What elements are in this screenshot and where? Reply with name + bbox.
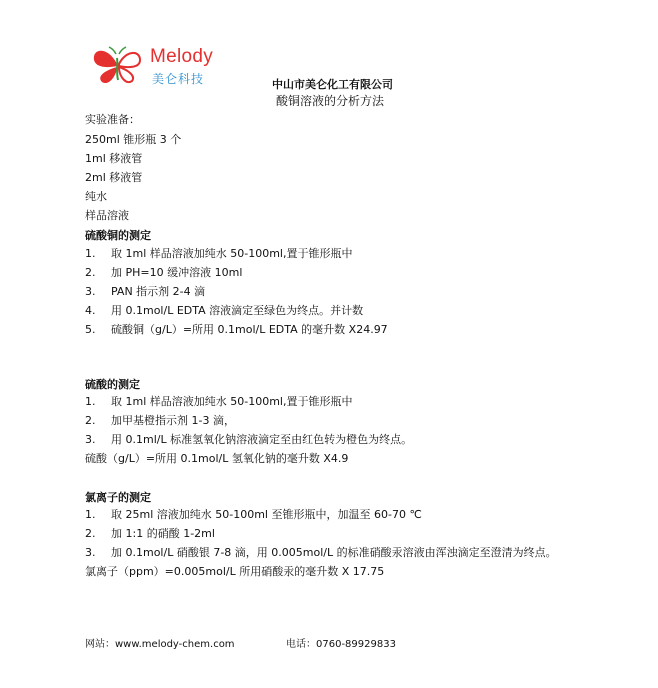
step-text: 加 PH=10 缓冲溶液 10ml [111, 266, 243, 279]
acid-formula: 硫酸（g/L）=所用 0.1mol/L 氢氧化钠的毫升数 X4.9 [85, 452, 349, 465]
acid-section-heading: 硫酸的测定 [85, 378, 140, 391]
step-text: 加 1:1 的硝酸 1-2ml [111, 527, 215, 540]
step-number: 2. [85, 527, 96, 540]
step-text: 取 1ml 样品溶液加纯水 50-100ml,置于锥形瓶中 [111, 395, 353, 408]
chloride-step [85, 508, 422, 522]
prep-item: 纯水 [85, 190, 107, 203]
step-number: 3. [85, 433, 96, 446]
step-number: 1. [85, 247, 96, 260]
copper-step [85, 247, 353, 261]
step-number: 2. [85, 266, 96, 279]
copper-step [85, 285, 205, 299]
copper-step [85, 304, 363, 318]
chloride-section-heading: 氯离子的测定 [85, 491, 151, 504]
acid-step [85, 433, 412, 447]
logo-wordmark: Melody [150, 46, 214, 67]
step-text: 硫酸铜（g/L）=所用 0.1mol/L EDTA 的毫升数 X24.97 [111, 323, 388, 336]
butterfly-icon [90, 44, 146, 86]
step-number: 1. [85, 395, 96, 408]
step-number: 1. [85, 508, 96, 521]
step-number: 2. [85, 414, 96, 427]
prep-heading: 实验准备： [85, 113, 140, 126]
copper-step [85, 266, 242, 280]
prep-item: 250ml 锥形瓶 3 个 [85, 133, 182, 146]
copper-section-heading: 硫酸铜的测定 [85, 229, 151, 242]
step-text: 取 25ml 溶液加纯水 50-100ml 至锥形瓶中，加温至 60-70 ℃ [111, 508, 422, 521]
step-number: 5. [85, 323, 96, 336]
step-number: 4. [85, 304, 96, 317]
step-text: 取 1ml 样品溶液加纯水 50-100ml,置于锥形瓶中 [111, 247, 353, 260]
prep-item: 样品溶液 [85, 209, 129, 222]
chloride-step [85, 527, 215, 541]
acid-step [85, 414, 235, 428]
chloride-step [85, 546, 557, 560]
chloride-formula: 氯离子（ppm）=0.005mol/L 所用硝酸汞的毫升数 X 17.75 [85, 565, 385, 578]
step-text: 加甲基橙指示剂 1-3 滴， [111, 414, 235, 427]
step-number: 3. [85, 546, 96, 559]
footer-phone: 电话：0760-89929833 [286, 639, 396, 650]
document-title: 酸铜溶液的分析方法 [276, 94, 385, 108]
step-number: 3. [85, 285, 96, 298]
footer-website: 网站：www.melody-chem.com [85, 639, 235, 650]
company-name: 中山市美仑化工有限公司 [272, 78, 393, 91]
step-text: 用 0.1ml/L 标准氢氧化钠溶液滴定至由红色转为橙色为终点。 [111, 433, 413, 446]
company-logo [90, 44, 220, 86]
step-text: PAN 指示剂 2-4 滴 [111, 285, 206, 298]
prep-item: 2ml 移液管 [85, 171, 143, 184]
acid-step [85, 395, 353, 409]
copper-step [85, 323, 388, 337]
step-text: 用 0.1mol/L EDTA 溶液滴定至绿色为终点。并计数 [111, 304, 364, 317]
logo-subtitle: 美仑科技 [152, 72, 205, 86]
prep-item: 1ml 移液管 [85, 152, 143, 165]
step-text: 加 0.1mol/L 硝酸银 7-8 滴，用 0.005mol/L 的标准硝酸汞溶液由浑浊滴定至澄清为终点。 [111, 546, 557, 559]
